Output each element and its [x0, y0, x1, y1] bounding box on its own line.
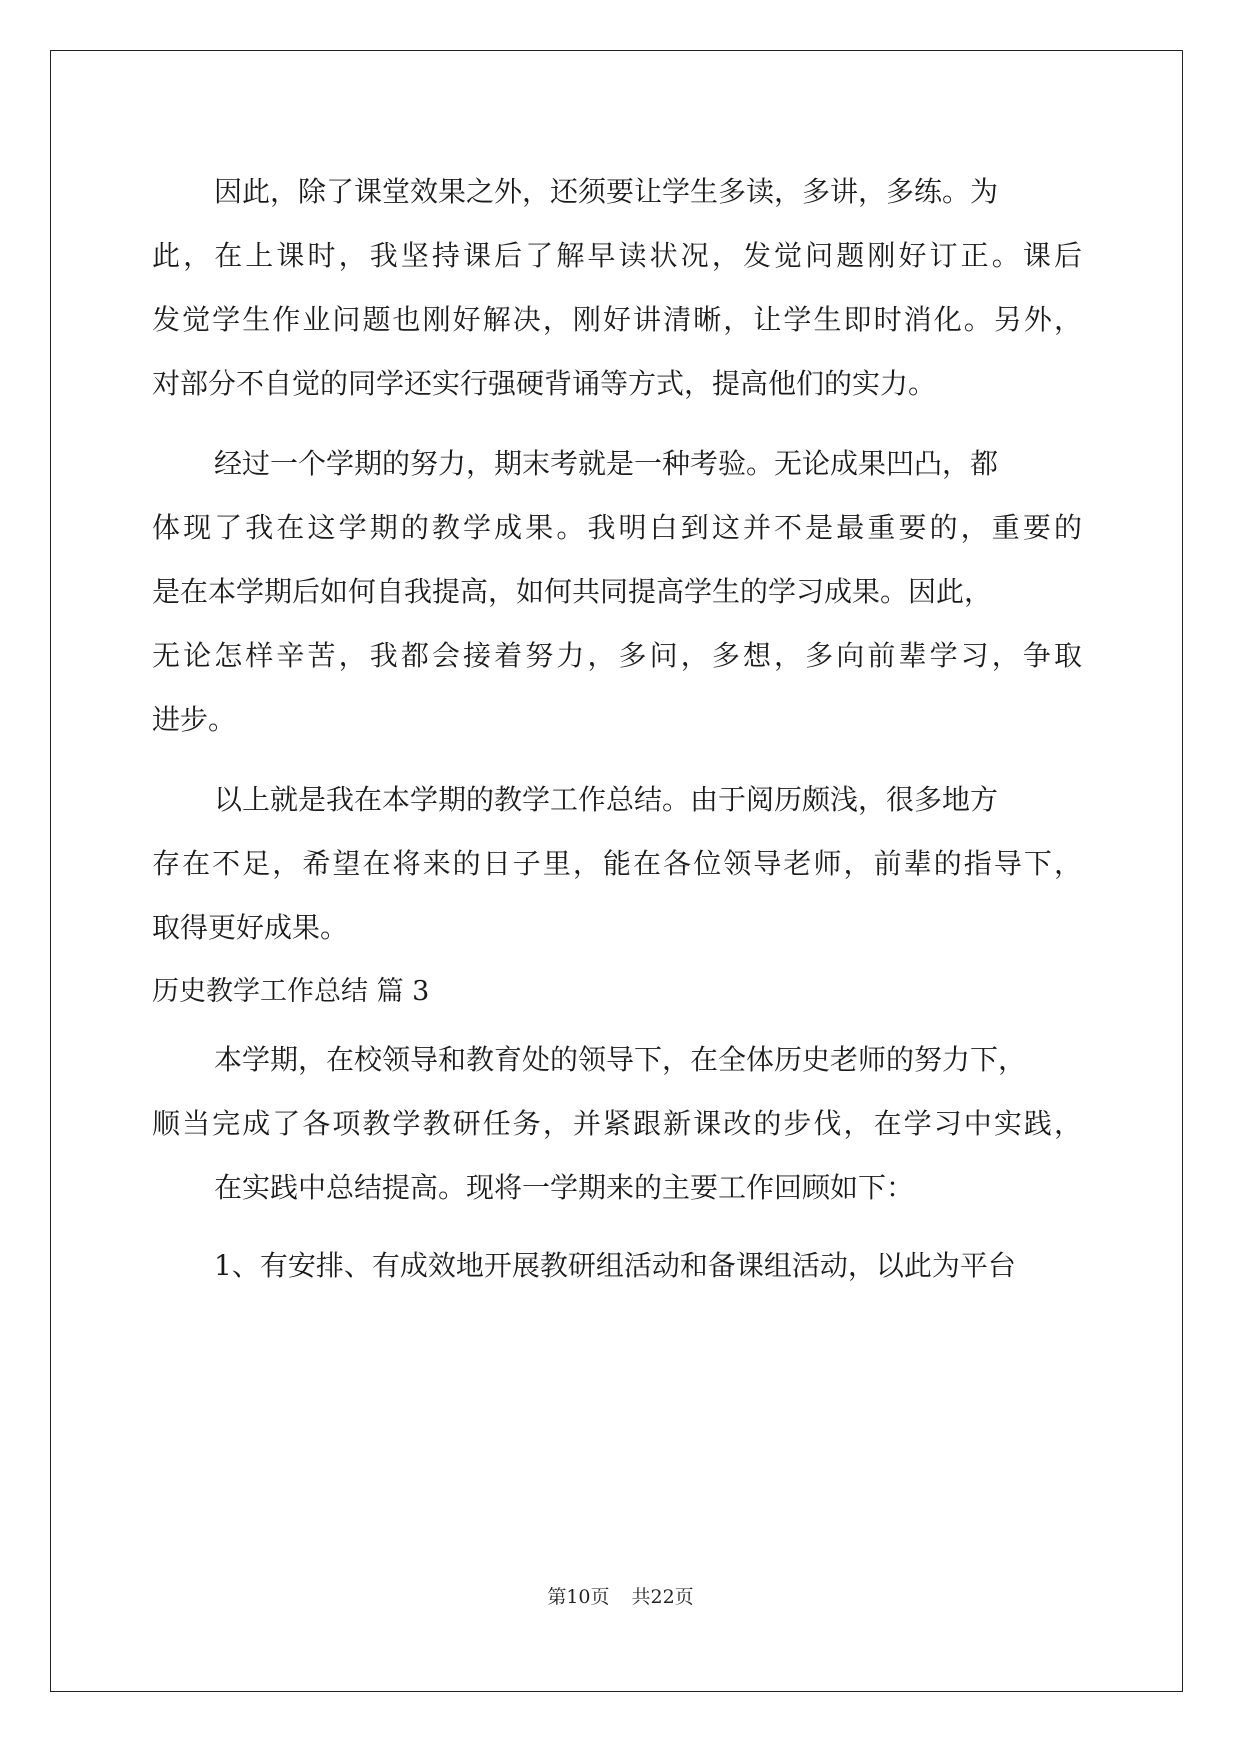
paragraph-4-line-2: 顺当完成了各项教学教研任务，并紧跟新课改的步伐，在学习中实践，	[152, 1107, 1082, 1140]
paragraph-2-line-2: 体现了我在这学期的教学成果。我明白到这并不是最重要的，重要的	[152, 511, 1082, 544]
section-heading: 历史教学工作总结 篇 3	[152, 976, 430, 1007]
paragraph-1-line-2: 此，在上课时，我坚持课后了解早读状况，发觉问题刚好订正。课后	[152, 239, 1082, 272]
paragraph-3-line-3: 取得更好成果。	[152, 911, 349, 944]
paragraph-5-line-1: 在实践中总结提高。现将一学期来的主要工作回顾如下：	[214, 1171, 915, 1204]
paragraph-1-line-3: 发觉学生作业问题也刚好解决，刚好讲清晰，让学生即时消化。另外，	[152, 303, 1082, 336]
paragraph-1-line-1: 因此，除了课堂效果之外，还须要让学生多读，多讲，多练。为	[214, 175, 999, 208]
paragraph-3-line-1: 以上就是我在本学期的教学工作总结。由于阅历颇浅，很多地方	[214, 783, 999, 816]
paragraph-4-line-1: 本学期，在校领导和教育处的领导下，在全体历史老师的努力下，	[214, 1043, 1027, 1076]
paragraph-2-line-1: 经过一个学期的努力，期末考就是一种考验。无论成果凹凸，都	[214, 447, 999, 480]
paragraph-2-line-4: 无论怎样辛苦，我都会接着努力，多问，多想，多向前辈学习，争取	[152, 639, 1082, 672]
paragraph-2-line-3: 是在本学期后如何自我提高，如何共同提高学生的学习成果。因此，	[152, 575, 993, 608]
page-number-label: 第10页	[547, 1586, 610, 1608]
paragraph-2-line-5: 进步。	[152, 703, 237, 736]
paragraph-6-line-1: 1、有安排、有成效地开展教研组活动和备课组活动，以此为平台	[214, 1249, 1016, 1282]
paragraph-1-line-4: 对部分不自觉的同学还实行强硬背诵等方式，提高他们的实力。	[152, 367, 937, 400]
page-total-label: 共22页	[631, 1586, 694, 1608]
page-footer	[0, 1582, 1241, 1609]
paragraph-3-line-2: 存在不足，希望在将来的日子里，能在各位领导老师，前辈的指导下，	[152, 847, 1082, 880]
